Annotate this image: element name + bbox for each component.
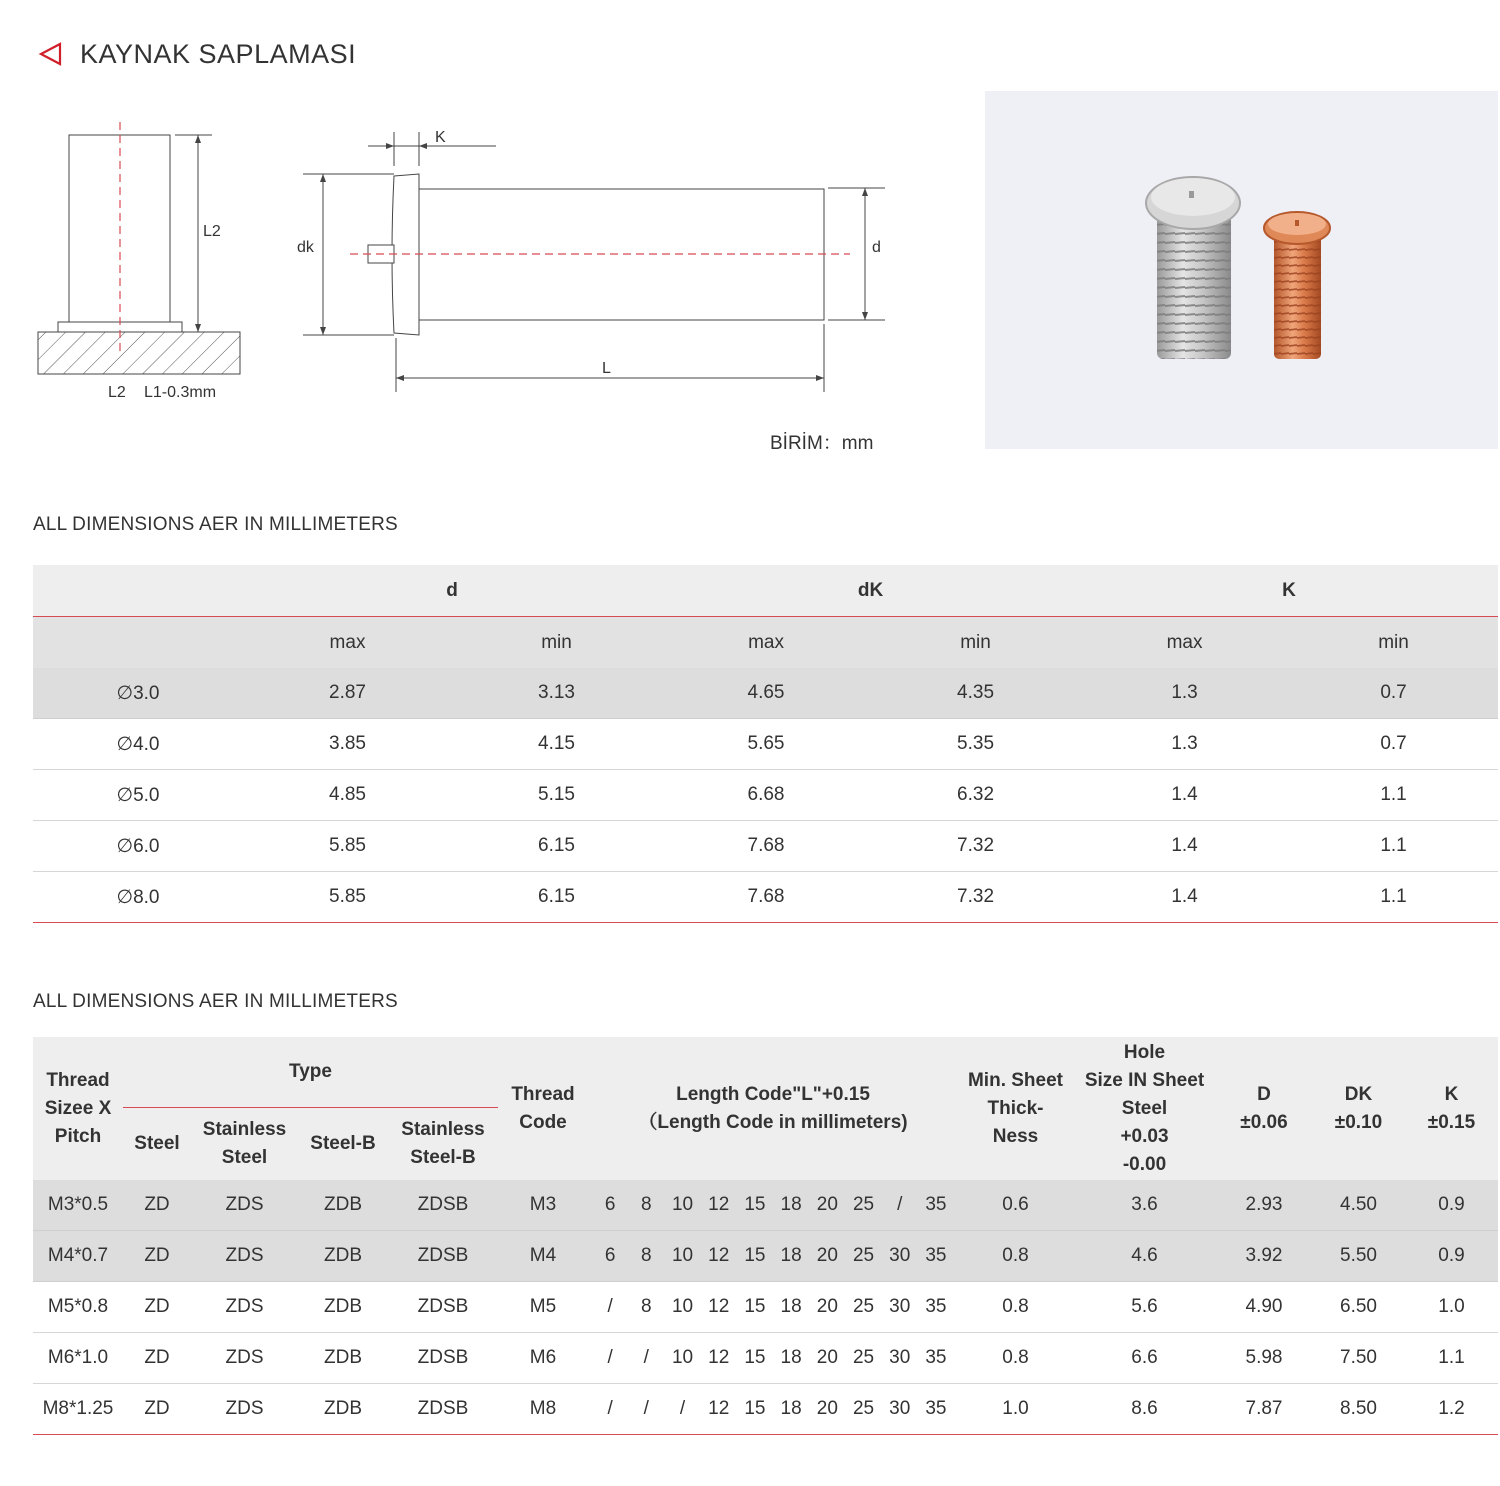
dk-cell: 6.50	[1312, 1282, 1405, 1333]
k-cell: 0.9	[1405, 1231, 1498, 1282]
length-code: /	[607, 1398, 613, 1419]
table-row	[33, 668, 1498, 719]
copper-stud-icon	[1264, 212, 1330, 359]
value-cell: 1.3	[1080, 668, 1289, 719]
min-sheet-cell: 0.8	[958, 1231, 1073, 1282]
length-code: /	[643, 1347, 649, 1368]
length-code: 25	[852, 1398, 875, 1419]
length-code: 15	[744, 1245, 766, 1266]
table-row	[33, 770, 1498, 821]
length-code: 8	[641, 1245, 652, 1266]
length-code: /	[643, 1398, 649, 1419]
value-cell: 7.68	[661, 872, 871, 923]
stainless-b-cell: ZDSB	[388, 1333, 498, 1384]
label-l1-bottom: L1-0.3mm	[144, 384, 217, 401]
table-row	[33, 719, 1498, 770]
stainless-b-cell: ZDSB	[388, 1231, 498, 1282]
code-cell: M3	[498, 1180, 588, 1231]
length-code: 10	[671, 1245, 694, 1266]
k-cell: 1.0	[1405, 1282, 1498, 1333]
value-cell: 7.32	[871, 821, 1080, 872]
table-row	[33, 1333, 1498, 1384]
min-sheet-cell: 0.8	[958, 1282, 1073, 1333]
size-cell: M5*0.8	[33, 1282, 123, 1333]
length-code: 30	[889, 1398, 911, 1419]
hole-cell: 5.6	[1073, 1282, 1216, 1333]
table1-sub-header-row	[33, 617, 1498, 669]
technical-drawing	[30, 110, 920, 470]
length-code: 12	[708, 1194, 730, 1215]
code-cell: M6	[498, 1333, 588, 1384]
stainless-cell: ZDS	[191, 1180, 298, 1231]
length-code: 15	[744, 1398, 766, 1419]
header-thread-code: Thread Code	[498, 1037, 588, 1180]
unit-label: BİRİM：mm	[770, 433, 874, 454]
size-cell: ∅6.0	[33, 821, 243, 872]
header-length-code: Length Code"L"+0.15 （Length Code in millimeters)	[588, 1037, 958, 1180]
d-cell: 4.90	[1216, 1282, 1312, 1333]
header-type-stainless-b: Stainless Steel-B	[388, 1108, 498, 1181]
value-cell: 1.4	[1080, 872, 1289, 923]
hole-cell: 3.6	[1073, 1180, 1216, 1231]
length-code: /	[897, 1194, 903, 1215]
table-row	[33, 1180, 1498, 1231]
hole-cell: 6.6	[1073, 1333, 1216, 1384]
length-codes-cell	[588, 1180, 958, 1231]
size-cell: M8*1.25	[33, 1384, 123, 1435]
length-code: 10	[671, 1296, 694, 1317]
value-cell: 4.15	[452, 719, 661, 770]
label-l: L	[602, 360, 611, 377]
length-code: /	[607, 1296, 613, 1317]
label-dk: dk	[297, 239, 314, 256]
size-cell: M3*0.5	[33, 1180, 123, 1231]
stainless-b-cell: ZDSB	[388, 1384, 498, 1435]
stainless-cell: ZDS	[191, 1333, 298, 1384]
value-cell: 6.32	[871, 770, 1080, 821]
value-cell: 1.3	[1080, 719, 1289, 770]
table1-caption: ALL DIMENSIONS AER IN MILLIMETERS	[33, 514, 398, 535]
length-code: 25	[852, 1296, 875, 1317]
length-code: 18	[780, 1398, 802, 1419]
header-hole-size: Hole Size IN Sheet Steel +0.03 -0.00	[1073, 1037, 1216, 1180]
length-code: 35	[925, 1194, 947, 1215]
value-cell: 5.35	[871, 719, 1080, 770]
header-d: D ±0.06	[1216, 1037, 1312, 1180]
steel-b-cell: ZDB	[298, 1384, 388, 1435]
d-cell: 3.92	[1216, 1231, 1312, 1282]
steel-cell: ZD	[123, 1180, 191, 1231]
header-type-steel: Steel	[123, 1108, 191, 1181]
length-code: 12	[708, 1347, 730, 1368]
steel-cell: ZD	[123, 1282, 191, 1333]
table1-empty-subheader	[33, 617, 243, 669]
product-photo	[985, 91, 1498, 449]
table1-subheader: max	[661, 617, 871, 669]
header-type-steel-b: Steel-B	[298, 1108, 388, 1181]
dk-cell: 5.50	[1312, 1231, 1405, 1282]
table1-empty-header	[33, 565, 243, 617]
length-code: 30	[889, 1347, 911, 1368]
value-cell: 5.85	[243, 872, 452, 923]
dimensions-table	[33, 565, 1498, 923]
length-codes-cell	[588, 1231, 958, 1282]
table-row	[33, 1282, 1498, 1333]
side-view	[38, 122, 240, 401]
length-code: 18	[780, 1245, 802, 1266]
page-header	[36, 34, 356, 74]
value-cell: 7.32	[871, 872, 1080, 923]
page-title: KAYNAK SAPLAMASI	[80, 38, 357, 69]
header-dk: DK ±0.10	[1312, 1037, 1405, 1180]
length-codes-cell	[588, 1384, 958, 1435]
steel-cell: ZD	[123, 1333, 191, 1384]
length-code: 20	[816, 1347, 838, 1368]
hole-cell: 8.6	[1073, 1384, 1216, 1435]
min-sheet-cell: 1.0	[958, 1384, 1073, 1435]
back-arrow-icon[interactable]	[36, 39, 66, 69]
label-l2-vertical: L2	[203, 223, 221, 240]
length-code: 8	[641, 1296, 652, 1317]
length-code: 6	[604, 1194, 616, 1215]
value-cell: 6.15	[452, 821, 661, 872]
length-code: /	[607, 1347, 613, 1368]
d-cell: 5.98	[1216, 1333, 1312, 1384]
length-codes-cell	[588, 1333, 958, 1384]
value-cell: 0.7	[1289, 668, 1498, 719]
dk-cell: 7.50	[1312, 1333, 1405, 1384]
code-cell: M8	[498, 1384, 588, 1435]
value-cell: 1.1	[1289, 872, 1498, 923]
table2-caption: ALL DIMENSIONS AER IN MILLIMETERS	[33, 991, 398, 1012]
code-cell: M5	[498, 1282, 588, 1333]
length-code: 35	[925, 1398, 947, 1419]
code-cell: M4	[498, 1231, 588, 1282]
steel-stud-icon	[1146, 177, 1240, 359]
hole-cell: 4.6	[1073, 1231, 1216, 1282]
value-cell: 1.1	[1289, 770, 1498, 821]
value-cell: 5.65	[661, 719, 871, 770]
length-code: 10	[671, 1347, 694, 1368]
thread-spec-table	[33, 1037, 1498, 1435]
length-code: 20	[816, 1194, 838, 1215]
k-cell: 0.9	[1405, 1180, 1498, 1231]
length-code: 30	[889, 1245, 911, 1266]
value-cell: 1.1	[1289, 821, 1498, 872]
k-cell: 1.1	[1405, 1333, 1498, 1384]
length-code: 20	[816, 1398, 838, 1419]
length-code: 20	[816, 1296, 838, 1317]
header-k: K ±0.15	[1405, 1037, 1498, 1180]
header-type-stainless: Stainless Steel	[191, 1108, 298, 1181]
length-code: 15	[744, 1194, 766, 1215]
value-cell: 6.15	[452, 872, 661, 923]
length-code: 18	[780, 1296, 802, 1317]
steel-cell: ZD	[123, 1384, 191, 1435]
value-cell: 5.85	[243, 821, 452, 872]
steel-b-cell: ZDB	[298, 1282, 388, 1333]
dk-cell: 8.50	[1312, 1384, 1405, 1435]
stainless-b-cell: ZDSB	[388, 1180, 498, 1231]
length-code: 10	[671, 1194, 694, 1215]
length-code: /	[679, 1398, 686, 1419]
table1-subheader: min	[1289, 617, 1498, 669]
value-cell: 7.68	[661, 821, 871, 872]
length-code: 12	[708, 1296, 730, 1317]
value-cell: 4.35	[871, 668, 1080, 719]
size-cell: ∅8.0	[33, 872, 243, 923]
label-d: d	[872, 239, 881, 256]
steel-cell: ZD	[123, 1231, 191, 1282]
value-cell: 0.7	[1289, 719, 1498, 770]
table1-subheader: max	[1080, 617, 1289, 669]
min-sheet-cell: 0.8	[958, 1333, 1073, 1384]
value-cell: 3.85	[243, 719, 452, 770]
table1-group-header-row	[33, 565, 1498, 617]
size-cell: ∅3.0	[33, 668, 243, 719]
table1-subheader: max	[243, 617, 452, 669]
min-sheet-cell: 0.6	[958, 1180, 1073, 1231]
label-l2-bottom: L2	[108, 384, 126, 401]
table-row	[33, 821, 1498, 872]
length-code: 8	[641, 1194, 652, 1215]
length-code: 18	[780, 1194, 802, 1215]
length-code: 12	[708, 1245, 730, 1266]
value-cell: 3.13	[452, 668, 661, 719]
value-cell: 1.4	[1080, 821, 1289, 872]
steel-b-cell: ZDB	[298, 1231, 388, 1282]
table-row	[33, 1384, 1498, 1435]
length-code: 30	[889, 1296, 911, 1317]
value-cell: 4.65	[661, 668, 871, 719]
length-code: 35	[925, 1245, 947, 1266]
size-cell: ∅4.0	[33, 719, 243, 770]
size-cell: M4*0.7	[33, 1231, 123, 1282]
label-k: K	[435, 129, 446, 146]
size-cell: M6*1.0	[33, 1333, 123, 1384]
length-code: 18	[780, 1347, 802, 1368]
k-cell: 1.2	[1405, 1384, 1498, 1435]
length-code: 15	[744, 1296, 766, 1317]
table1-header-d: d	[243, 565, 661, 617]
front-view	[297, 129, 885, 392]
length-code: 20	[816, 1245, 838, 1266]
table-row	[33, 1231, 1498, 1282]
length-code: 25	[852, 1194, 875, 1215]
length-code: 35	[925, 1296, 947, 1317]
table1-subheader: min	[871, 617, 1080, 669]
length-code: 25	[852, 1245, 875, 1266]
length-code: 35	[925, 1347, 947, 1368]
size-cell: ∅5.0	[33, 770, 243, 821]
dk-cell: 4.50	[1312, 1180, 1405, 1231]
steel-b-cell: ZDB	[298, 1333, 388, 1384]
value-cell: 2.87	[243, 668, 452, 719]
stainless-cell: ZDS	[191, 1231, 298, 1282]
value-cell: 5.15	[452, 770, 661, 821]
header-min-sheet: Min. Sheet Thick- Ness	[958, 1037, 1073, 1180]
table1-subheader: min	[452, 617, 661, 669]
table-row	[33, 872, 1498, 923]
d-cell: 2.93	[1216, 1180, 1312, 1231]
d-cell: 7.87	[1216, 1384, 1312, 1435]
value-cell: 6.68	[661, 770, 871, 821]
length-code: 6	[604, 1245, 616, 1266]
stainless-cell: ZDS	[191, 1384, 298, 1435]
stainless-cell: ZDS	[191, 1282, 298, 1333]
header-type: Type	[123, 1037, 498, 1108]
value-cell: 1.4	[1080, 770, 1289, 821]
length-codes-cell	[588, 1282, 958, 1333]
length-code: 15	[744, 1347, 766, 1368]
header-thread-size: Thread Sizee X Pitch	[33, 1037, 123, 1180]
steel-b-cell: ZDB	[298, 1180, 388, 1231]
table1-header-k: K	[1080, 565, 1498, 617]
length-code: 25	[852, 1347, 875, 1368]
stainless-b-cell: ZDSB	[388, 1282, 498, 1333]
value-cell: 4.85	[243, 770, 452, 821]
length-code: 12	[708, 1398, 730, 1419]
table1-header-dk: dK	[661, 565, 1080, 617]
